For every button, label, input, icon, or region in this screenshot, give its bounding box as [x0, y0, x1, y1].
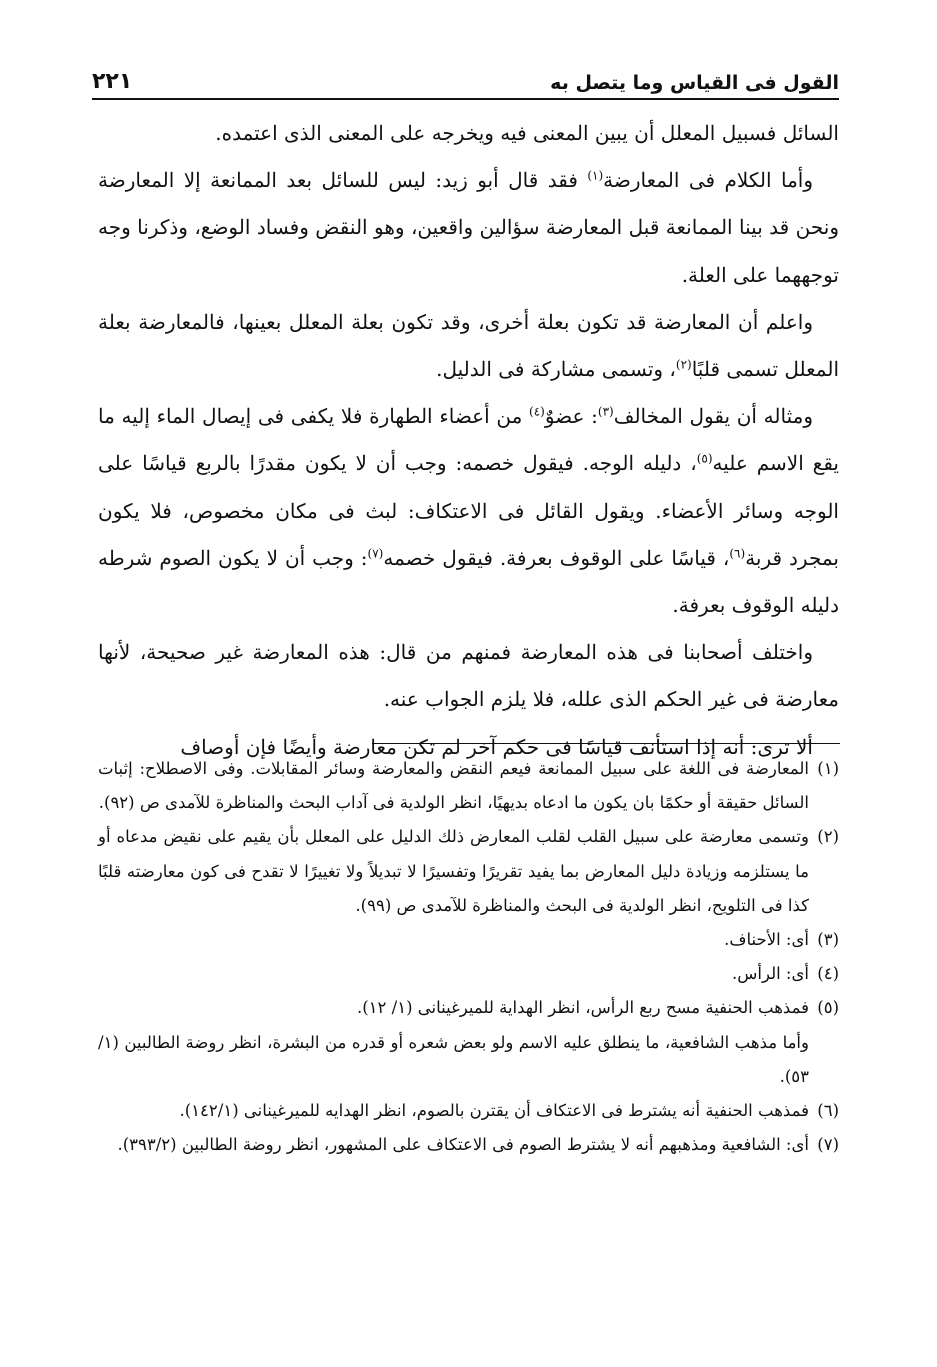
- footnote-ref: (٢): [675, 357, 692, 372]
- footnote-number: (١): [817, 759, 839, 778]
- footnote-ref: (١): [587, 168, 604, 183]
- paragraph: [98, 629, 839, 723]
- footnote-text: فمذهب الحنفية أنه يشترط فى الاعتكاف أن يقترن بالصوم، انظر الهدايه للميرغينانى (١٤٢/١).: [179, 1101, 809, 1121]
- footnote: [98, 820, 839, 923]
- text-run: وأما الكلام فى المعارضة: [603, 168, 813, 193]
- main-text: [98, 110, 839, 771]
- text-run: ألا ترى: أنه إذا استأنف قياسًا فى حكم آخر لم تكن معارضة وأيضًا فإن أوصاف: [180, 734, 813, 759]
- text-run: ، دليله الوجه. فيقول خصمه: وجب أن لا يكون مقدرًا بالربع قياسًا على الوجه وسائر الأعضاء. ويقول القائل فى الاعتكاف: لبث فى مكان مخصوص، فلا يكون بمجرد قربة: [98, 451, 840, 570]
- paragraph: [98, 110, 839, 157]
- footnote-number: (٦): [817, 1101, 839, 1121]
- footnote-ref: (٥): [696, 451, 713, 466]
- page-header: [92, 58, 839, 94]
- text-run: ، وتسمى مشاركة فى الدليل.: [436, 357, 676, 382]
- footnote: [98, 1094, 839, 1128]
- paragraph: [98, 299, 839, 393]
- footnote-ref: (٦): [729, 546, 746, 561]
- footnote-number: (٣): [817, 930, 839, 950]
- text-run: : وجب أن لا يكون الصوم شرطه دليله الوقوف بعرفة.: [98, 545, 839, 618]
- footnote-text: أى: الشافعية ومذهبهم أنه لا يشترط الصوم فى الاعتكاف على المشهور، انظر روضة الطالبين (٣٩٣/٢).: [117, 1135, 809, 1155]
- footnote: [98, 991, 839, 1025]
- footnote-text: أى: الرأس.: [732, 964, 809, 984]
- text-run: واختلف أصحابنا فى هذه المعارضة فمنهم من قال: هذه المعارضة غير صحيحة، لأنها معارضة فى غير الحكم الذى علله، فلا يلزم الجواب عنه.: [98, 640, 839, 712]
- footnote-text: وتسمى معارضة على سبيل القلب لقلب المعارض ذلك الدليل على المعلل بأن يقيم على نقيض مدعاه أو ما يستلزمه وزيادة دليل المعارض بما يفيد تقريرًا وتفسيرًا لا تبديلاً ولا تغييرًا لا تقدح فى كون معارضته قلبًا كذا فى التلويح، انظر الولدية فى البحث والمناظرة للآمدى ص (٩٩).: [98, 827, 809, 915]
- footnote-number: (٤): [817, 964, 839, 984]
- footnote: [98, 752, 839, 820]
- footnote: [98, 923, 839, 957]
- footnote-text: وأما مذهب الشافعية، ما ينطلق عليه الاسم ولو بعض شعره أو قدره من البشرة، انظر روضة الطالبين (١/ ٥٣).: [98, 1032, 809, 1086]
- text-run: فقد قال أبو زيد: ليس للسائل بعد الممانعة إلا المعارضة ونحن قد بينا الممانعة قبل المعارضة سؤالين واقعين، وهو النقض وفساد الوضع، وذكرنا وجه توجههما على العلة.: [98, 168, 839, 287]
- footnote-ref: (٣): [597, 404, 614, 419]
- footnote-text: فمذهب الحنفية مسح ربع الرأس، انظر الهداية للميرغينانى (١/ ١٢).: [356, 998, 809, 1018]
- text-run: ، قياسًا على الوقوف بعرفة. فيقول خصمه: [383, 545, 730, 570]
- header-rule: [92, 98, 839, 100]
- footnote-ref: (٧): [367, 546, 384, 561]
- footnote-separator: [372, 743, 840, 744]
- footnote-continuation: [98, 1026, 839, 1094]
- text-run: السائل فسبيل المعلل أن يبين المعنى فيه ويخرجه على المعنى الذى اعتمده.: [215, 121, 839, 145]
- footnote-number: (٢): [817, 827, 839, 847]
- running-title: القول فى القياس وما يتصل به: [550, 72, 839, 94]
- footnote: [98, 957, 839, 991]
- footnotes: [98, 752, 839, 1162]
- footnote-text: المعارضة فى اللغة على سبيل الممانعة فيعم النقض والمعارضة وسائر المقابلات. وفى الاصطلاح: إثبات السائل حقيقة أو حكمًا بان يكون ما ادعاه بديهيًا، انظر الولدية فى آداب البحث والمناظرة للآمدى ص (٩٢).: [98, 759, 809, 813]
- text-run: ومثاله أن يقول المخالف: [613, 404, 813, 429]
- text-run: : عضوٌ: [544, 404, 598, 429]
- footnote-number: (٥): [817, 998, 839, 1018]
- text-run: من أعضاء الطهارة فلا يكفى فى إيصال الماء إليه ما يقع الاسم عليه: [98, 404, 839, 476]
- paragraph: [98, 393, 839, 629]
- page-number: ٢٢١: [92, 69, 133, 94]
- text-run: واعلم أن المعارضة قد تكون بعلة أخرى، وقد تكون بعلة المعلل بعينها، فالمعارضة بعلة المعلل تسمى قلبًا: [98, 309, 839, 382]
- footnote-number: (٧): [817, 1135, 839, 1155]
- paragraph: [98, 157, 839, 299]
- footnote-text: أى: الأحناف.: [724, 930, 809, 950]
- footnote-ref: (٤): [529, 404, 545, 419]
- footnote: [98, 1128, 839, 1162]
